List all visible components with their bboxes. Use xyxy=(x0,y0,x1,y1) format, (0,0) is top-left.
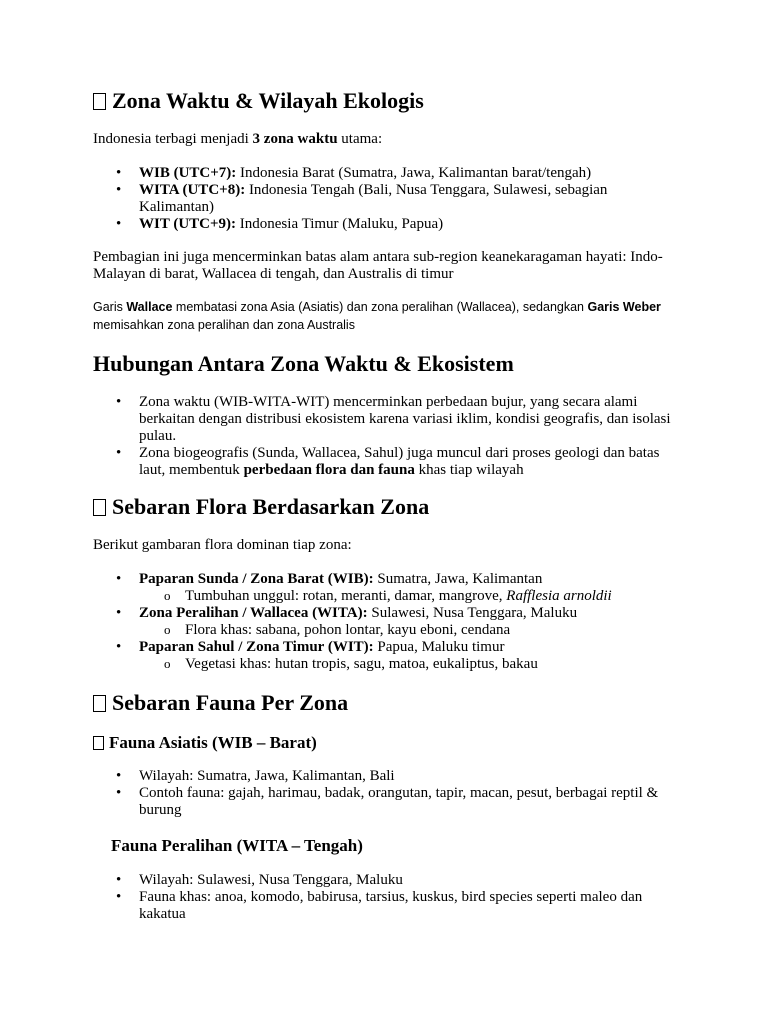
flora-list xyxy=(93,571,683,673)
list-item: • Wilayah: Sumatra, Jawa, Kalimantan, Bali xyxy=(93,768,683,785)
list-item: • Wilayah: Sulawesi, Nusa Tenggara, Maluku xyxy=(93,872,683,889)
heading-hubungan: Hubungan Antara Zona Waktu & Ekosistem xyxy=(93,351,514,376)
sub-list-item: o Tumbuhan unggul: rotan, meranti, damar, mangrove, Rafflesia arnoldii xyxy=(139,588,683,605)
list-item: • WIB (UTC+7): Indonesia Barat (Sumatra, Jawa, Kalimantan barat/tengah) xyxy=(93,165,683,182)
missing-glyph-icon xyxy=(93,736,104,750)
relation-list xyxy=(93,394,683,479)
heading-zona-waktu: Zona Waktu & Wilayah Ekologis xyxy=(93,88,424,114)
list-item: • WITA (UTC+8): Indonesia Tengah (Bali, Nusa Tenggara, Sulawesi, sebagian Kalimantan) xyxy=(93,182,683,216)
sub-list-item: o Vegetasi khas: hutan tropis, sagu, matoa, eukaliptus, bakau xyxy=(139,656,683,673)
sub-list xyxy=(139,622,683,639)
sub-list xyxy=(139,588,683,605)
missing-glyph-icon xyxy=(93,695,106,712)
list-item: • Zona Peralihan / Wallacea (WITA): Sulawesi, Nusa Tenggara, Maluku o Flora khas: sabana, pohon lontar, kayu eboni, cendana xyxy=(93,605,683,639)
flora-intro: Berikut gambaran flora dominan tiap zona: xyxy=(93,537,352,553)
sub-list xyxy=(139,656,683,673)
sub-list-item: o Flora khas: sabana, pohon lontar, kayu eboni, cendana xyxy=(139,622,683,639)
list-item: • Paparan Sahul / Zona Timur (WIT): Papua, Maluku timur o Vegetasi khas: hutan tropis, sagu, matoa, eukaliptus, bakau xyxy=(93,639,683,673)
list-item: • WIT (UTC+9): Indonesia Timur (Maluku, Papua) xyxy=(93,216,683,233)
list-item: • Contoh fauna: gajah, harimau, badak, orangutan, tapir, macan, pesut, berbagai reptil & burung xyxy=(93,785,683,819)
missing-glyph-icon xyxy=(93,93,106,110)
list-item: • Zona biogeografis (Sunda, Wallacea, Sahul) juga muncul dari proses geologi dan batas laut, membentuk perbedaan flora dan fauna khas tiap wilayah xyxy=(93,445,683,479)
intro-paragraph: Indonesia terbagi menjadi 3 zona waktu utama: xyxy=(93,131,383,147)
subheading-fauna-asiatis: Fauna Asiatis (WIB – Barat) xyxy=(93,733,317,753)
missing-glyph-icon xyxy=(93,499,106,516)
list-item: • Paparan Sunda / Zona Barat (WIB): Sumatra, Jawa, Kalimantan o Tumbuhan unggul: rotan, meranti, damar, mangrove, Rafflesia arnoldii xyxy=(93,571,683,605)
heading-fauna: Sebaran Fauna Per Zona xyxy=(93,690,348,716)
subheading-fauna-peralihan: Fauna Peralihan (WITA – Tengah) xyxy=(111,836,363,855)
list-item: • Zona waktu (WIB-WITA-WIT) mencerminkan perbedaan bujur, yang secara alami berkaitan dengan distribusi ekosistem karena variasi iklim, kondisi geografis, dan isolasi pulau. xyxy=(93,394,683,445)
time-zone-list xyxy=(93,165,683,233)
list-item: • Fauna khas: anoa, komodo, babirusa, tarsius, kuskus, bird species seperti maleo dan kakatua xyxy=(93,889,683,923)
fauna-asiatis-list xyxy=(93,768,683,819)
wallace-weber-note: Garis Wallace membatasi zona Asia (Asiatis) dan zona peralihan (Wallacea), sedangkan Garis Weber memisahkan zona peralihan dan zona Australis xyxy=(93,300,661,332)
fauna-peralihan-list xyxy=(93,872,683,923)
biodiversity-paragraph: Pembagian ini juga mencerminkan batas alam antara sub-region keanekaragaman hayati: Indo-Malayan di barat, Wallacea di tengah, dan Australis di timur xyxy=(93,249,663,282)
heading-flora: Sebaran Flora Berdasarkan Zona xyxy=(93,494,429,520)
